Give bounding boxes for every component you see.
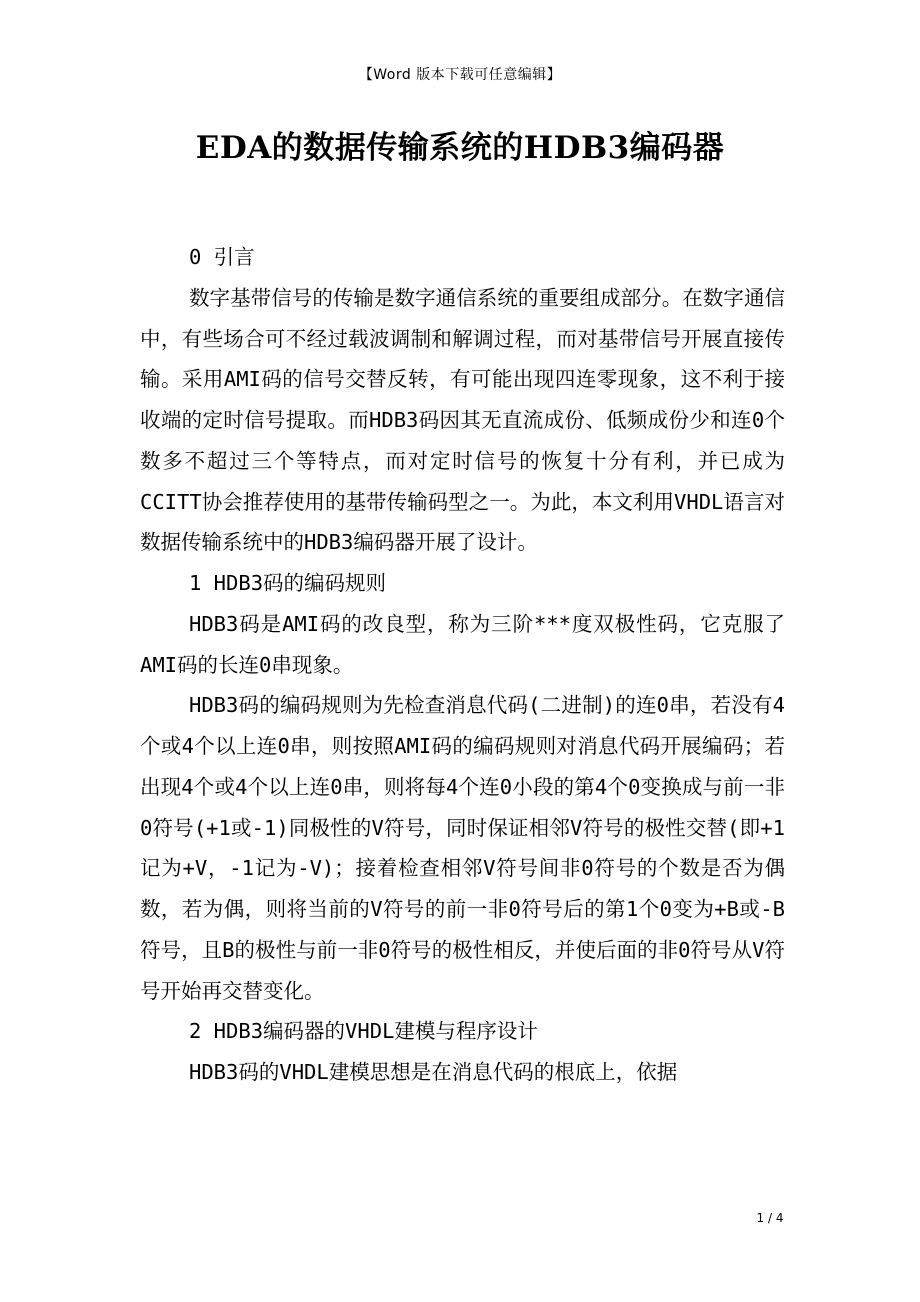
paragraph-hdb3-definition: HDB3码是AMI码的改良型，称为三阶***度双极性码，它克服了AMI码的长连0串现象。 [140,611,785,677]
document-title: EDA的数据传输系统的HDB3编码器 [195,130,725,166]
section-heading-introduction: 0 引言 [189,245,255,269]
section-heading-vhdl-modeling: 2 HDB3编码器的VHDL建模与程序设计 [189,1019,538,1044]
paragraph-introduction: 数字基带信号的传输是数字通信系统的重要组成部分。在数字通信中，有些场合可不经过载波调制和解调过程，而对基带信号开展直接传输。采用AMI码的信号交替反转，有可能出现四连零现象，这不利于接收端的定时信号提取。而HDB3码因其无直流成份、低频成份少和连0个数多不超过三个等特点，而对定时信号的恢复十分有利，并已成为CCITT协会推荐使用的基带传输码型之一。为此，本文利用VHDL语言对数据传输系统中的HDB3编码器开展了设计。 [140,285,785,555]
document-body [140,237,785,1093]
paragraph-encoding-rules: HDB3码的编码规则为先检查消息代码(二进制)的连0串，若没有4个或4个以上连0串，则按照AMI码的编码规则对消息代码开展编码；若出现4个或4个以上连0串，则将每4个连0小段的第4个0变换成与前一非0符号(+1或-1)同极性的V符号，同时保证相邻V符号的极性交替(即+1记为+V，-1记为-V)；接着检查相邻V符号间非0符号的个数是否为偶数，若为偶，则将当前的V符号的前一非0符号后的第1个0变为+B或-B符号，且B的极性与前一非0符号的极性相反，并使后面的非0符号从V符号开始再交替变化。 [140,693,785,1003]
section-heading-encoding-rules: 1 HDB3码的编码规则 [189,571,387,595]
paragraph-vhdl-modeling: HDB3码的VHDL建模思想是在消息代码的根底上，依据 [189,1060,678,1084]
download-note: 【Word 版本下载可任意编辑】 [358,67,562,83]
page-number: 1 / 4 [756,1211,784,1225]
